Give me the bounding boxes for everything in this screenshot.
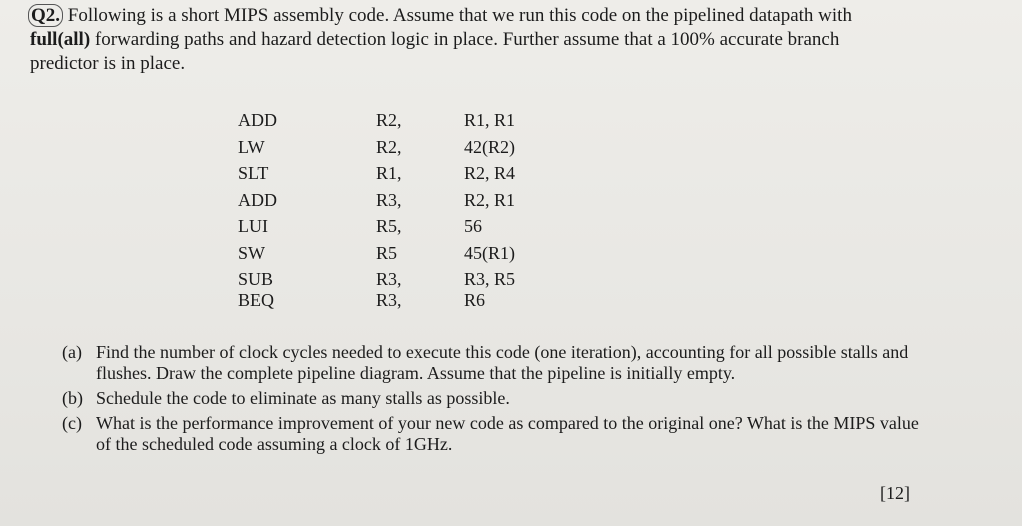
code-line — [238, 213, 558, 240]
code-line — [238, 107, 558, 134]
dest-register: R5 — [376, 242, 398, 263]
question-intro — [30, 4, 910, 76]
code-line — [238, 187, 558, 214]
question-bold-phrase: full(all) — [30, 29, 91, 50]
opcode: SLT — [238, 163, 269, 183]
part-label: (b) — [62, 388, 83, 408]
question-number: Q2. — [28, 4, 63, 27]
source-operands: 42(R2) — [464, 136, 515, 157]
opcode: LUI — [238, 216, 268, 236]
part-label: (c) — [62, 413, 82, 433]
dest-register: R5, — [376, 216, 402, 236]
source-operands: 56 — [464, 216, 482, 236]
question-text-2: forwarding paths and hazard detection logic in place. Further assume that a 100% accurate branch predictor is in place. — [30, 29, 840, 74]
part-a — [62, 342, 922, 384]
part-label: (a) — [62, 342, 82, 362]
code-line — [238, 240, 558, 267]
part-text: What is the performance improvement of your new code as compared to the original one? What is the MIPS value of the scheduled code assuming a clock of 1GHz. — [96, 413, 919, 454]
dest-register: R3, — [376, 189, 402, 210]
source-operands: 45(R1) — [464, 242, 515, 263]
part-c — [62, 413, 922, 455]
source-operands: R2, R1 — [464, 189, 516, 210]
source-operands: R6 — [464, 290, 486, 310]
opcode: ADD — [238, 189, 277, 210]
source-operands: R1, R1 — [464, 110, 516, 130]
code-line — [238, 160, 558, 187]
opcode: SW — [238, 242, 265, 263]
opcode: LW — [238, 136, 265, 157]
dest-register: R1, — [376, 163, 402, 183]
source-operands: R2, R4 — [464, 163, 516, 183]
code-line — [238, 134, 558, 161]
opcode: BEQ — [238, 290, 274, 310]
source-operands: R3, R5 — [464, 269, 516, 289]
opcode: SUB — [238, 269, 274, 289]
part-b — [62, 388, 922, 409]
dest-register: R2, — [376, 110, 402, 130]
marks-allocation: [12] — [880, 483, 910, 503]
code-line — [238, 266, 558, 287]
opcode: ADD — [238, 110, 277, 130]
part-text: Schedule the code to eliminate as many stalls as possible. — [96, 388, 510, 408]
dest-register: R2, — [376, 136, 402, 157]
question-text-1: Following is a short MIPS assembly code. Assume that we run this code on the pipelined datapath with — [63, 5, 852, 26]
code-line — [238, 287, 558, 314]
dest-register: R3, — [376, 290, 402, 310]
question-parts — [62, 342, 922, 459]
dest-register: R3, — [376, 269, 402, 289]
part-text: Find the number of clock cycles needed to execute this code (one iteration), accounting for all possible stalls and flushes. Draw the complete pipeline diagram. Assume that the pipeline is initially empty. — [96, 342, 909, 383]
mips-code-listing — [238, 107, 558, 314]
